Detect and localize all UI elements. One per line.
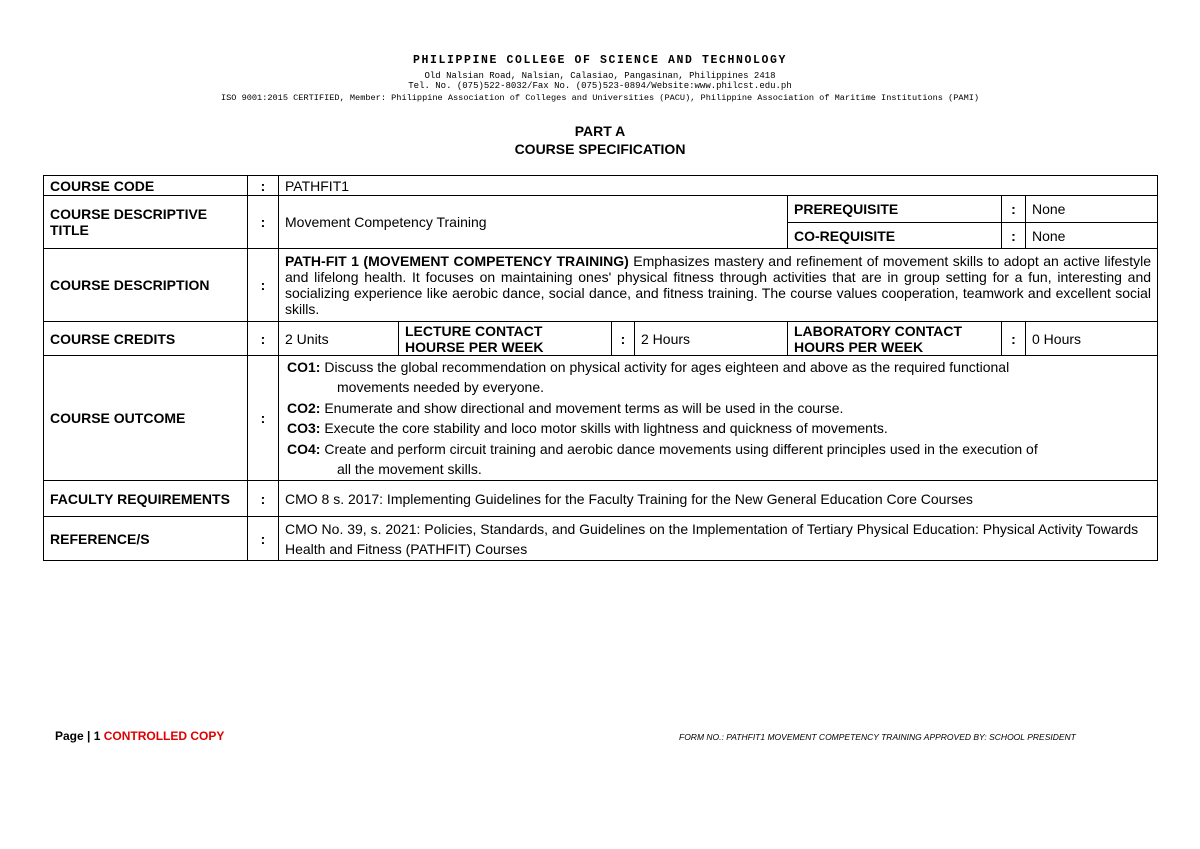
outcome-text: Discuss the global recommendation on physical activity for ages eighteen and above as the required functional: [320, 358, 1010, 375]
outcome-text: Create and perform circuit training and aerobic dance movements using different principles used in the execution of: [320, 440, 1038, 457]
outcome-list: [279, 356, 1158, 481]
row-course-code: [44, 176, 1158, 196]
outcome-item-continuation: movements needed by everyone.: [337, 379, 545, 395]
page-footer-left: [55, 729, 224, 743]
credits-units: 2 Units: [279, 322, 399, 356]
description-value: [279, 249, 1158, 322]
lecture-contact-label: LECTURE CONTACT HOURSE PER WEEK: [399, 322, 612, 356]
row-credits: [44, 322, 1158, 356]
outcome-item: [285, 418, 1151, 439]
colon: :: [1002, 196, 1026, 223]
colon: :: [612, 322, 635, 356]
outcome-item: [285, 439, 1151, 460]
colon: :: [1002, 322, 1026, 356]
colon: :: [248, 481, 279, 517]
outcome-item-continuation: all the movement skills.: [337, 461, 482, 477]
colon: :: [248, 322, 279, 356]
prerequisite-value: None: [1026, 196, 1158, 223]
faculty-label: FACULTY REQUIREMENTS: [44, 481, 248, 517]
descriptive-title-value: Movement Competency Training: [279, 196, 788, 249]
course-code-value: PATHFIT1: [279, 176, 1158, 196]
reference-value: CMO No. 39, s. 2021: Policies, Standards, and Guidelines on the Implementation of Tertiary Physical Education: Physical Activity Towards Health and Fitness (PATHFIT) Courses: [279, 517, 1158, 561]
prerequisite-label: PREREQUISITE: [788, 196, 1002, 223]
controlled-copy-label: CONTROLLED COPY: [103, 729, 225, 743]
lab-contact-label: LABORATORY CONTACT HOURS PER WEEK: [788, 322, 1002, 356]
outcome-code: CO1:: [287, 358, 321, 375]
faculty-value: CMO 8 s. 2017: Implementing Guidelines for the Faculty Training for the New General Education Core Courses: [279, 481, 1158, 517]
part-subtitle: COURSE SPECIFICATION: [514, 141, 686, 157]
outcome-item: [285, 357, 1151, 378]
reference-label: REFERENCE/S: [44, 517, 248, 561]
institution-accreditation: ISO 9001:2015 CERTIFIED, Member: Philippine Association of Colleges and Universities (PACU), Philippine Association of Maritime Institutions (PAMI): [220, 93, 980, 103]
description-label: COURSE DESCRIPTION: [44, 249, 248, 322]
page-number: Page | 1: [55, 729, 101, 743]
institution-contact: Tel. No. (075)522-8032/Fax No. (075)523-0894/Website:www.philcst.edu.ph: [408, 81, 792, 91]
description-body: Emphasizes mastery and refinement of movement skills to adopt an active lifestyle and lifelong health. It focuses on maintaining ones' physical fitness through activities that are in group setting for a fun, interesting and socializing experience like aerobic dance, social dance, and fitness training. The course values cooperation, teamwork and excellent social skills.: [285, 253, 1152, 317]
course-code-label: COURSE CODE: [44, 176, 248, 196]
lab-contact-value: 0 Hours: [1026, 322, 1158, 356]
description-lead: PATH-FIT 1 (MOVEMENT COMPETENCY TRAINING): [285, 253, 629, 269]
row-outcome: [44, 356, 1158, 481]
institution-address: Old Nalsian Road, Nalsian, Calasiao, Pangasinan, Philippines 2418: [424, 71, 776, 81]
row-faculty: [44, 481, 1158, 517]
colon: :: [1002, 223, 1026, 249]
row-description: [44, 249, 1158, 322]
row-descriptive-title: [44, 196, 1158, 223]
outcome-item: [285, 398, 1151, 419]
colon: :: [248, 249, 279, 322]
outcome-code: CO2:: [287, 399, 321, 416]
outcome-text: Execute the core stability and loco motor skills with lightness and quickness of movements.: [320, 420, 888, 436]
colon: :: [248, 196, 279, 249]
credits-label: COURSE CREDITS: [44, 322, 248, 356]
form-number: FORM NO.: PATHFIT1 MOVEMENT COMPETENCY TRAINING APPROVED BY: SCHOOL PRESIDENT: [679, 732, 1076, 742]
institution-name: PHILIPPINE COLLEGE OF SCIENCE AND TECHNOLOGY: [412, 54, 788, 67]
colon: :: [248, 517, 279, 561]
part-title: PART A: [574, 123, 626, 139]
descriptive-title-label: COURSE DESCRIPTIVE TITLE: [44, 196, 248, 249]
outcome-code: CO3:: [287, 420, 321, 436]
course-specification-table: [43, 175, 1158, 561]
row-reference: [44, 517, 1158, 561]
corequisite-label: CO-REQUISITE: [788, 223, 1002, 249]
outcome-label: COURSE OUTCOME: [44, 356, 248, 481]
lecture-contact-value: 2 Hours: [635, 322, 788, 356]
corequisite-value: None: [1026, 223, 1158, 249]
colon: :: [248, 356, 279, 481]
outcome-code: CO4:: [287, 440, 321, 457]
colon: :: [248, 176, 279, 196]
outcome-text: Enumerate and show directional and movement terms as will be used in the course.: [320, 399, 844, 416]
